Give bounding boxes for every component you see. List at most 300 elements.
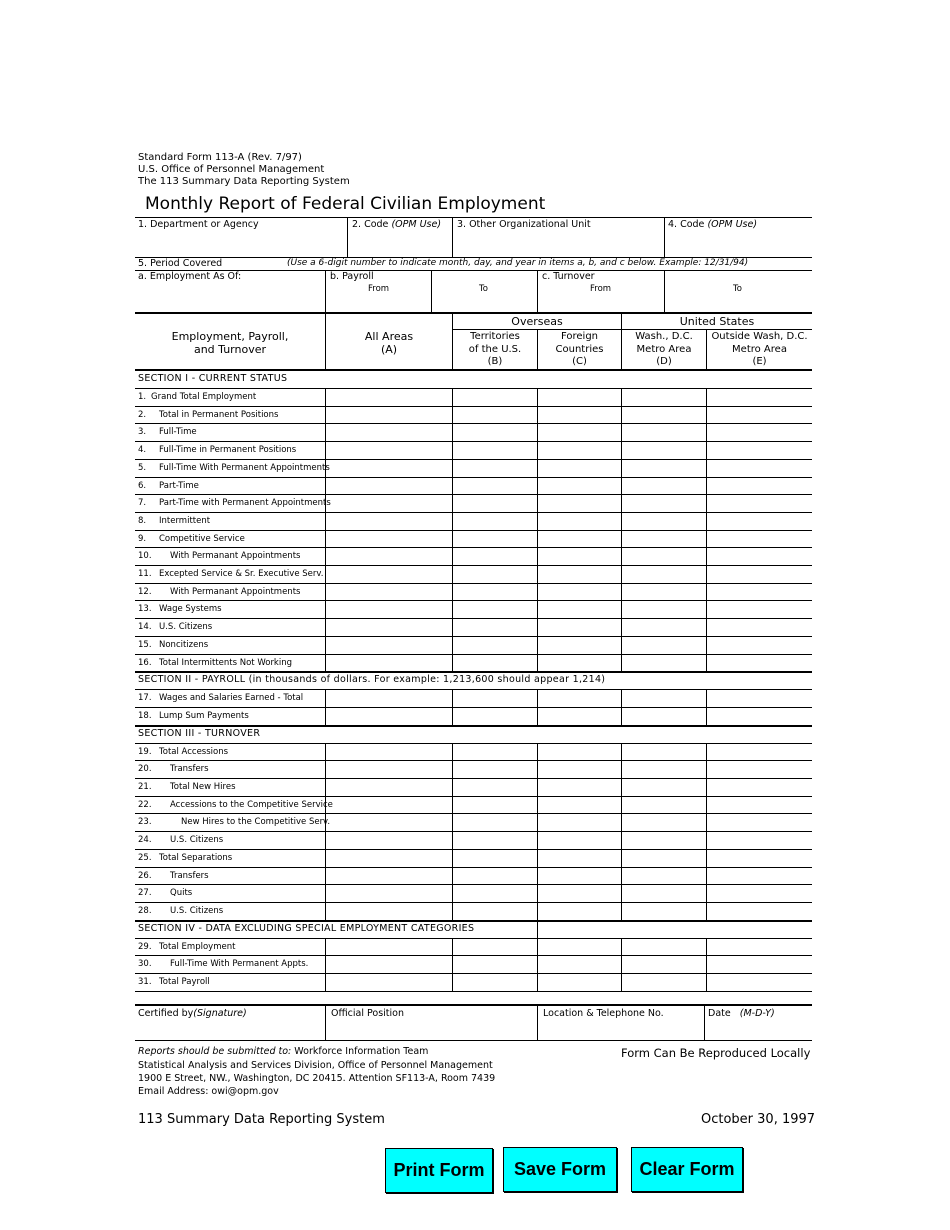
cell-input-a[interactable] [327,903,454,920]
department-label: 1. Department or Agency [138,219,259,230]
cell-input-e[interactable] [708,513,814,530]
cell-input-b[interactable] [454,903,539,920]
cell-input-c[interactable] [539,513,623,530]
cell-input-c[interactable] [539,797,623,814]
cell-input-c[interactable] [539,478,623,495]
turnover-to-label: To [733,284,742,294]
row-text: With Permanant Appointments [170,586,301,597]
cell-input-b[interactable] [454,513,539,530]
row-text: Accessions to the Competitive Service [170,799,333,810]
cell-input-a[interactable] [327,513,454,530]
email-line: Email Address: owi@opm.gov [138,1086,279,1097]
row-number: 4. [138,445,147,456]
row-label [138,410,278,420]
cell-input-b[interactable] [454,956,539,973]
code4-input[interactable] [668,232,812,256]
row-text: Full-Time [159,427,197,438]
cell-input-e[interactable] [708,478,814,495]
row-number: 11. [138,569,152,579]
other-unit-input[interactable] [457,232,664,256]
row-label [138,764,209,774]
cell-input-b[interactable] [454,584,539,601]
row-number: 30. [138,959,152,970]
row-label [138,658,292,668]
row-label [138,604,222,614]
row-label [138,463,330,473]
cell-input-b[interactable] [454,495,539,512]
cell-input-e[interactable] [708,655,814,672]
cell-input-e[interactable] [708,956,814,973]
cell-input-d[interactable] [623,690,708,707]
cell-input-c[interactable] [539,442,623,459]
cell-input-e[interactable] [708,708,814,725]
cell-input-a[interactable] [327,637,454,654]
cell-input-b[interactable] [454,885,539,902]
cell-input-b[interactable] [454,531,539,548]
row-number: 21. [138,782,152,792]
cell-input-c[interactable] [539,885,623,902]
row-text: With Permanant Appointments [170,551,301,562]
cell-input-d[interactable] [623,974,708,991]
payroll-from-input[interactable] [330,296,431,312]
cell-input-d[interactable] [623,531,708,548]
cell-input-b[interactable] [454,619,539,636]
row-text: Total New Hires [170,782,236,792]
cell-input-b[interactable] [454,637,539,654]
row-text: Full-Time in Permanent Positions [159,445,297,456]
cell-input-a[interactable] [327,407,454,424]
row-number: 12. [138,586,152,597]
row-text: Quits [170,888,193,899]
row-number: 25. [138,852,152,863]
employment-as-of-input[interactable] [138,287,325,311]
cell-input-d[interactable] [623,655,708,672]
cell-input-c[interactable] [539,868,623,885]
cell-input-e[interactable] [708,548,814,565]
cell-input-d[interactable] [623,761,708,778]
row-number: 5. [138,462,147,473]
row-label [138,871,209,881]
cell-input-e[interactable] [708,779,814,796]
row-number: 29. [138,941,152,952]
cell-input-b[interactable] [454,389,539,406]
row-label [138,906,223,916]
cell-input-c[interactable] [539,460,623,477]
footer-date: October 30, 1997 [701,1112,816,1127]
row-number: 19. [138,746,152,757]
cell-input-c[interactable] [539,407,623,424]
cell-input-d[interactable] [623,708,708,725]
cell-input-b[interactable] [454,442,539,459]
cell-input-d[interactable] [623,442,708,459]
cell-input-a[interactable] [327,832,454,849]
cell-input-b[interactable] [454,850,539,867]
cell-input-d[interactable] [623,513,708,530]
row-text: U.S. Citizens [170,835,224,846]
row-number: 20. [138,764,152,775]
row-text: Part-Time [159,480,199,491]
cell-input-d[interactable] [623,566,708,583]
footer-system: 113 Summary Data Reporting System [138,1112,385,1127]
cell-input-e[interactable] [708,531,814,548]
cell-input-c[interactable] [539,566,623,583]
row-text: Excepted Service & Sr. Executive Serv. [159,569,324,579]
cell-input-c[interactable] [539,655,623,672]
row-label [138,534,245,544]
cell-input-c[interactable] [539,956,623,973]
cell-input-a[interactable] [327,690,454,707]
row-label [138,693,303,703]
cell-input-d[interactable] [623,956,708,973]
row-number: 17. [138,693,152,704]
cell-input-b[interactable] [454,797,539,814]
row-number: 18. [138,710,152,721]
cell-input-b[interactable] [454,761,539,778]
cell-input-a[interactable] [327,655,454,672]
cell-input-d[interactable] [623,495,708,512]
row-text: New Hires to the Competitive Serv. [181,817,331,828]
cell-input-a[interactable] [327,495,454,512]
cell-input-c[interactable] [539,389,623,406]
cell-input-a[interactable] [327,531,454,548]
other-unit-label: 3. Other Organizational Unit [457,219,591,230]
code2-input[interactable] [352,232,452,256]
row-label [138,498,331,508]
cell-input-a[interactable] [327,708,454,725]
cell-input-d[interactable] [623,939,708,956]
row-number: 26. [138,870,152,881]
cell-input-d[interactable] [623,779,708,796]
cell-input-d[interactable] [623,460,708,477]
row-text: Wages and Salaries Earned - Total [159,693,304,704]
row-text: Total Separations [159,852,233,863]
cell-input-d[interactable] [623,797,708,814]
cell-input-a[interactable] [327,460,454,477]
row-text: Transfers [170,764,209,775]
cell-input-c[interactable] [539,424,623,441]
cell-input-d[interactable] [623,832,708,849]
cell-input-e[interactable] [708,424,814,441]
cell-input-e[interactable] [708,868,814,885]
cell-input-e[interactable] [708,744,814,761]
row-number: 3. [138,427,147,438]
cell-input-c[interactable] [539,708,623,725]
row-label [138,888,192,898]
payroll-to-input[interactable] [436,296,537,312]
row-text: Total in Permanent Positions [159,409,279,420]
row-label [138,711,249,721]
cell-input-e[interactable] [708,601,814,618]
cell-input-a[interactable] [327,584,454,601]
cell-input-c[interactable] [539,531,623,548]
cell-input-a[interactable] [327,619,454,636]
row-label [138,481,199,491]
cell-input-e[interactable] [708,974,814,991]
form-id: Standard Form 113-A (Rev. 7/97) [138,152,302,163]
turnover-label: c. Turnover [542,271,595,282]
department-input[interactable] [138,232,347,256]
location-input[interactable] [543,1020,704,1040]
print-form-button[interactable]: Print Form [385,1148,493,1193]
cell-input-d[interactable] [623,548,708,565]
row-number: 9. [138,533,147,544]
office-name: U.S. Office of Personnel Management [138,164,325,175]
cell-input-a[interactable] [327,814,454,831]
row-number: 8. [138,515,147,526]
row-number: 24. [138,835,152,846]
cell-input-d[interactable] [623,478,708,495]
row-number: 10. [138,551,152,562]
cell-input-c[interactable] [539,832,623,849]
col-c-header: Foreign Countries (C) [555,331,604,367]
cell-input-d[interactable] [623,584,708,601]
cell-input-c[interactable] [539,690,623,707]
cell-input-b[interactable] [454,814,539,831]
cell-input-e[interactable] [708,690,814,707]
section-heading: SECTION I - CURRENT STATUS [138,373,288,384]
cell-input-c[interactable] [539,974,623,991]
row-text: U.S. Citizens [170,905,224,916]
label-col-header: Employment, Payroll, and Turnover [171,330,289,356]
cell-input-a[interactable] [327,389,454,406]
cell-input-e[interactable] [708,619,814,636]
cell-input-e[interactable] [708,903,814,920]
cell-input-c[interactable] [539,779,623,796]
save-form-button[interactable]: Save Form [503,1147,617,1192]
cell-input-b[interactable] [454,566,539,583]
cell-input-b[interactable] [454,708,539,725]
cell-input-b[interactable] [454,424,539,441]
date-input[interactable] [708,1020,812,1040]
location-label: Location & Telephone No. [543,1008,664,1019]
row-number: 27. [138,888,152,899]
row-text: Wage Systems [159,604,222,615]
cell-input-a[interactable] [327,548,454,565]
cell-input-c[interactable] [539,814,623,831]
cell-input-d[interactable] [623,885,708,902]
row-text: Total Employment [159,941,236,952]
cell-input-b[interactable] [454,460,539,477]
cell-input-a[interactable] [327,761,454,778]
cell-input-a[interactable] [327,974,454,991]
cell-input-e[interactable] [708,832,814,849]
cell-input-c[interactable] [539,761,623,778]
cell-input-b[interactable] [454,832,539,849]
turnover-to-input[interactable] [668,296,812,312]
clear-form-button[interactable]: Clear Form [631,1147,743,1192]
row-label [138,569,323,579]
row-text: Intermittent [159,515,211,526]
cell-input-d[interactable] [623,619,708,636]
cell-input-a[interactable] [327,939,454,956]
cell-input-a[interactable] [327,885,454,902]
cell-input-e[interactable] [708,460,814,477]
cell-input-d[interactable] [623,424,708,441]
row-text: Total Accessions [159,746,229,757]
row-label [138,622,212,632]
cell-input-e[interactable] [708,495,814,512]
cell-input-c[interactable] [539,744,623,761]
cell-input-c[interactable] [539,850,623,867]
row-text: Transfers [170,870,209,881]
row-number: 23. [138,817,152,828]
cell-input-d[interactable] [623,637,708,654]
system-name: The 113 Summary Data Reporting System [138,176,350,187]
division-line: Statistical Analysis and Services Division, Office of Personnel Management [138,1060,493,1071]
overseas-header: Overseas [511,315,563,328]
row-number: 28. [138,905,152,916]
section-heading: SECTION III - TURNOVER [138,727,261,739]
cell-input-a[interactable] [327,424,454,441]
row-text: U.S. Citizens [159,622,213,633]
cell-input-d[interactable] [623,407,708,424]
cell-input-b[interactable] [454,868,539,885]
col-e-header: Outside Wash, D.C. Metro Area (E) [711,331,808,367]
row-text: Lump Sum Payments [159,710,249,721]
row-number: 1. [138,392,147,402]
row-text: Noncitizens [159,639,209,650]
row-text: Full-Time With Permanent Appts. [170,959,309,970]
payroll-from-label: From [368,284,390,294]
cell-input-a[interactable] [327,566,454,583]
row-number: 13. [138,604,152,615]
cell-input-b[interactable] [454,601,539,618]
cell-input-c[interactable] [539,619,623,636]
cell-input-b[interactable] [454,690,539,707]
cell-input-a[interactable] [327,442,454,459]
cell-input-b[interactable] [454,407,539,424]
row-label [138,445,296,455]
cell-input-e[interactable] [708,850,814,867]
row-text: Full-Time With Permanent Appointments [159,462,330,473]
cell-input-c[interactable] [539,584,623,601]
row-label [138,835,223,845]
reproduce-note: Form Can Be Reproduced Locally [621,1046,811,1060]
position-label: Official Position [331,1008,404,1019]
cell-input-a[interactable] [327,779,454,796]
cell-input-c[interactable] [539,548,623,565]
section-heading: SECTION IV - DATA EXCLUDING SPECIAL EMPLOYMENT CATEGORIES [138,922,475,934]
row-label [138,942,235,952]
row-label [138,587,300,597]
cell-input-c[interactable] [539,495,623,512]
col-d-header: Wash., D.C. Metro Area (D) [635,331,693,367]
cell-input-d[interactable] [623,601,708,618]
cell-input-a[interactable] [327,868,454,885]
row-label [138,392,256,402]
cell-input-e[interactable] [708,407,814,424]
row-text: Competitive Service [159,533,245,544]
cell-input-e[interactable] [708,797,814,814]
row-label [138,800,333,810]
col-b-header: Territories of the U.S. (B) [468,331,522,367]
cell-input-e[interactable] [708,637,814,654]
payroll-to-label: To [479,284,488,294]
cell-input-d[interactable] [623,850,708,867]
code2-label: 2. Code (OPM Use) [352,219,442,230]
row-number: 7. [138,498,147,509]
cell-input-a[interactable] [327,797,454,814]
row-label [138,747,228,757]
cell-input-b[interactable] [454,744,539,761]
row-number: 16. [138,657,152,668]
turnover-from-input[interactable] [542,296,664,312]
row-text: Part-Time with Permanent Appointments [159,498,331,509]
cell-input-e[interactable] [708,939,814,956]
period-label: 5. Period Covered [138,258,223,269]
cell-input-d[interactable] [623,744,708,761]
cell-input-a[interactable] [327,601,454,618]
row-number: 6. [138,480,147,491]
cell-input-e[interactable] [708,566,814,583]
row-label [138,551,300,561]
cell-input-c[interactable] [539,939,623,956]
row-label [138,817,330,827]
cell-input-e[interactable] [708,885,814,902]
cell-input-b[interactable] [454,655,539,672]
cell-input-c[interactable] [539,637,623,654]
position-input[interactable] [331,1020,537,1040]
cell-input-b[interactable] [454,779,539,796]
row-text: Total Payroll [159,977,210,987]
row-label [138,959,308,969]
row-label [138,853,232,863]
cell-input-d[interactable] [623,868,708,885]
certified-label: Certified by(Signature) [138,1008,247,1019]
row-label [138,640,208,650]
cell-input-a[interactable] [327,744,454,761]
cell-input-e[interactable] [708,389,814,406]
cell-input-b[interactable] [454,478,539,495]
cell-input-e[interactable] [708,442,814,459]
cell-input-a[interactable] [327,850,454,867]
turnover-from-label: From [590,284,612,294]
row-label [138,977,210,987]
cell-input-a[interactable] [327,956,454,973]
section-heading: SECTION II - PAYROLL (in thousands of dollars. For example: 1,213,600 should appear 1,214) [138,674,606,686]
row-number: 14. [138,622,152,633]
row-label [138,782,236,792]
cell-input-e[interactable] [708,761,814,778]
employment-as-of-label: a. Employment As Of: [138,271,242,282]
submit-line: Reports should be submitted to: Workforce Information Team [138,1046,429,1057]
row-text: Grand Total Employment [151,392,257,402]
row-label [138,516,210,526]
cell-input-b[interactable] [454,939,539,956]
united-states-header: United States [679,315,755,328]
payroll-label: b. Payroll [330,271,374,282]
row-number: 22. [138,799,152,810]
row-number: 31. [138,977,152,987]
cell-input-c[interactable] [539,601,623,618]
cell-input-d[interactable] [623,814,708,831]
date-label: Date (M-D-Y) [708,1008,775,1019]
cell-input-e[interactable] [708,584,814,601]
code4-label: 4. Code (OPM Use) [668,219,758,230]
cell-input-b[interactable] [454,548,539,565]
all-areas-header: All Areas (A) [364,330,414,356]
signature-input[interactable] [138,1020,326,1040]
cell-input-e[interactable] [708,814,814,831]
cell-input-d[interactable] [623,389,708,406]
cell-input-b[interactable] [454,974,539,991]
page-title: Monthly Report of Federal Civilian Employment [145,194,546,214]
row-label [138,427,197,437]
cell-input-d[interactable] [623,903,708,920]
cell-input-a[interactable] [327,478,454,495]
row-number: 15. [138,639,152,650]
cell-input-c[interactable] [539,903,623,920]
